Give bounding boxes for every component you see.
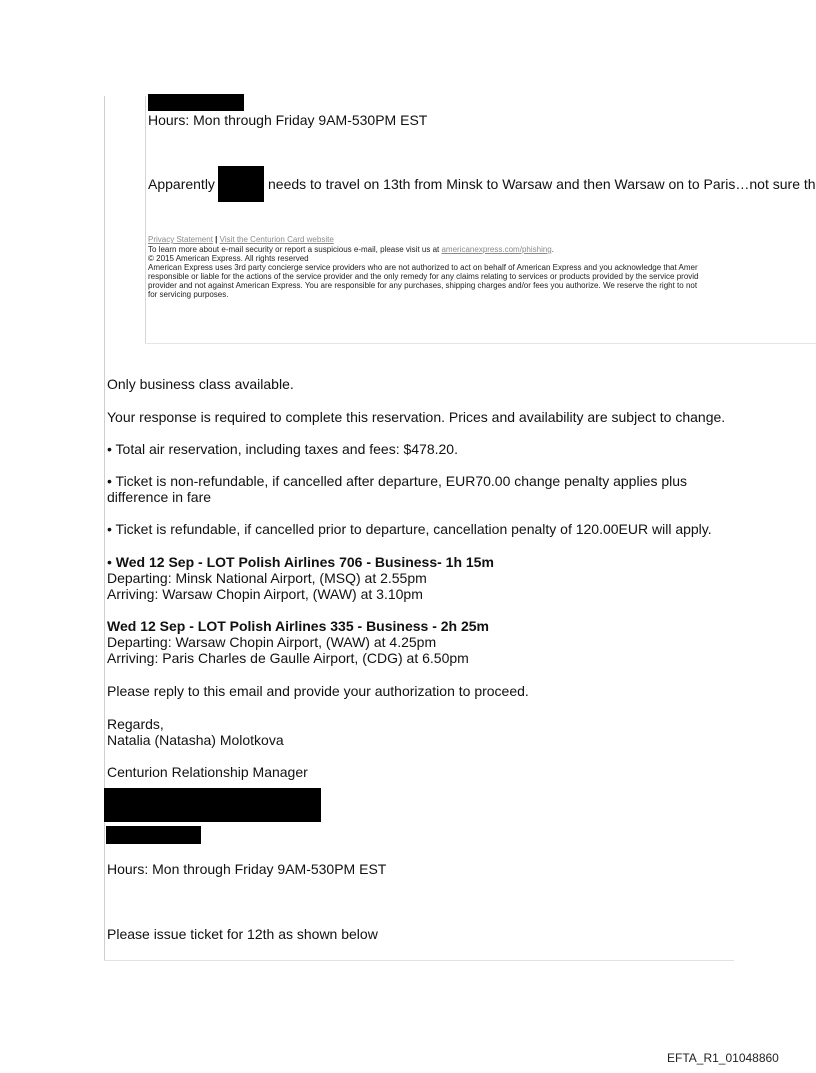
flight1-title: [107, 554, 494, 570]
body-hours: Hours: Mon through Friday 9AM-530PM EST: [107, 861, 387, 877]
sender-title: Centurion Relationship Manager: [107, 764, 308, 780]
regards-text: Regards,: [107, 716, 164, 732]
bullet: •: [107, 554, 112, 570]
security-text: To learn more about e-mail security or report a suspicious e-mail, please visit us at: [148, 245, 440, 254]
flight2-departing: Departing: Warsaw Chopin Airport, (WAW) at 4.25pm: [107, 634, 437, 650]
amex-links-line: [148, 235, 334, 244]
phishing-link[interactable]: americanexpress.com/phishing: [441, 245, 552, 254]
redaction-block: [218, 166, 264, 202]
redaction-block: [104, 788, 321, 822]
only-business-text: Only business class available.: [107, 376, 294, 392]
redaction-block: [148, 94, 244, 111]
response-required-text: Your response is required to complete this reservation. Prices and availability are subject to change.: [107, 409, 726, 425]
disclaimer-line: for servicing purposes.: [148, 290, 229, 299]
link-separator: |: [215, 235, 218, 244]
flight1-departing: Departing: Minsk National Airport, (MSQ) at 2.55pm: [107, 570, 427, 586]
quote-border-outer-bottom: [104, 960, 734, 961]
refundable-text: Ticket is refundable, if cancelled prior to departure, cancellation penalty of 120.00EUR will apply.: [111, 521, 712, 537]
non-refundable-item: [107, 473, 687, 489]
quoted-apparently-text: needs to travel on 13th from Minsk to Warsaw and then Warsaw on to Paris…not sure th: [268, 176, 816, 192]
flight1-title-text: Wed 12 Sep - LOT Polish Airlines 706 - Business- 1h 15m: [111, 554, 494, 570]
quoted-hours: Hours: Mon through Friday 9AM-530PM EST: [148, 112, 428, 128]
non-refundable-continued: difference in fare: [107, 489, 212, 505]
bullet: •: [107, 441, 112, 457]
document-id: EFTA_R1_01048860: [667, 1051, 779, 1065]
refundable-item: [107, 521, 712, 537]
security-line: [148, 245, 554, 254]
disclaimer-line: American Express uses 3rd party concierge service providers who are not authorized to act on behalf of American Express and you acknowledge that Amer: [148, 263, 698, 272]
total-air-item: [107, 441, 458, 457]
privacy-statement-link[interactable]: Privacy Statement: [148, 235, 213, 244]
flight1-arriving: Arriving: Warsaw Chopin Airport, (WAW) at 3.10pm: [107, 586, 423, 602]
reply-text: Please reply to this email and provide your authorization to proceed.: [107, 683, 529, 699]
quote-border-inner: [145, 96, 146, 344]
copyright-text: © 2015 American Express. All rights reserved: [148, 254, 309, 263]
redaction-block: [106, 826, 201, 844]
bullet: •: [107, 473, 112, 489]
non-refundable-text: Ticket is non-refundable, if cancelled after departure, EUR70.00 change penalty applies plus: [111, 473, 688, 489]
flight2-title: Wed 12 Sep - LOT Polish Airlines 335 - Business - 2h 25m: [107, 618, 490, 634]
disclaimer-line: provider and not against American Express. You are responsible for any purchases, shipping charges and/or fees you authorize. We reserve the right to not: [148, 281, 698, 290]
bullet: •: [107, 521, 112, 537]
quote-border-inner-bottom: [145, 343, 816, 344]
quote-border-outer: [104, 96, 105, 961]
disclaimer-line: responsible or liable for the actions of the service provider and the only remedy for any claims relating to services or products provided by the service provid: [148, 272, 699, 281]
total-air-text: Total air reservation, including taxes and fees: $478.20.: [111, 441, 458, 457]
flight2-arriving: Arriving: Paris Charles de Gaulle Airport, (CDG) at 6.50pm: [107, 650, 469, 666]
issue-ticket-text: Please issue ticket for 12th as shown below: [107, 926, 378, 942]
quoted-apparently-prefix: Apparently: [148, 176, 215, 192]
sender-name: Natalia (Natasha) Molotkova: [107, 732, 284, 748]
centurion-website-link[interactable]: Visit the Centurion Card website: [219, 235, 334, 244]
security-period: .: [551, 245, 554, 254]
